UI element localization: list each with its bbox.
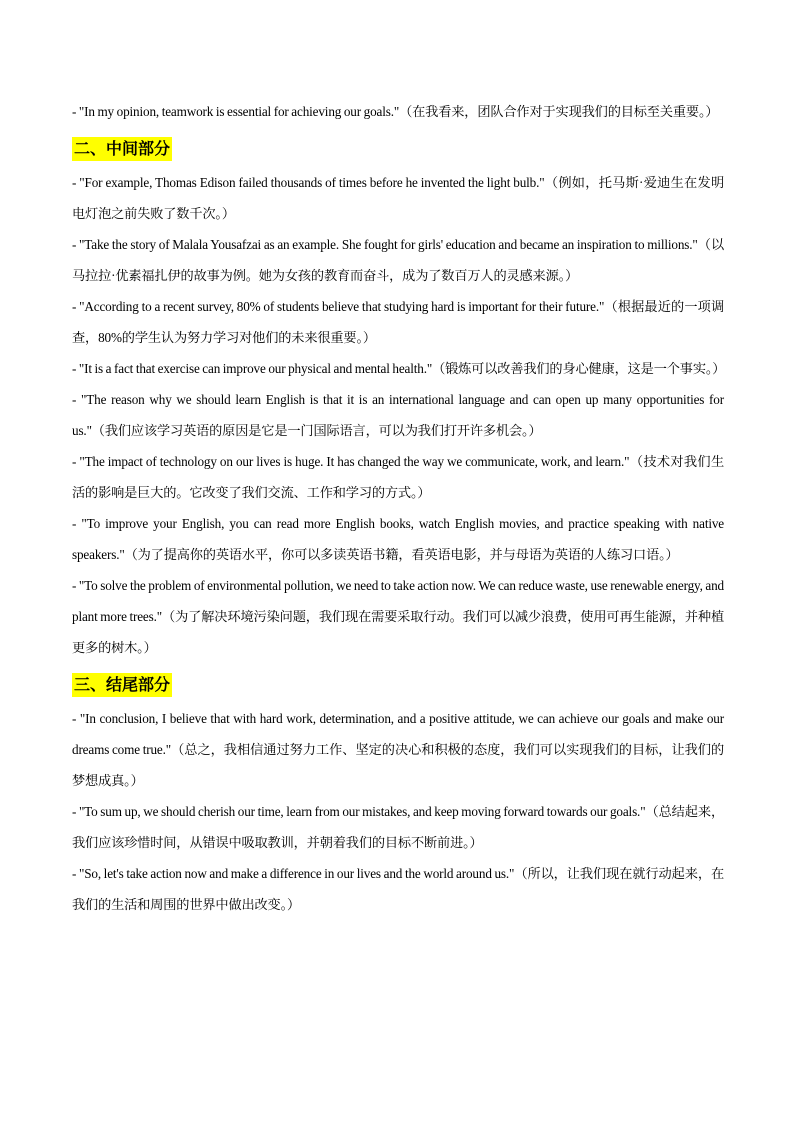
middle-item: - "According to a recent survey, 80% of students believe that studying hard is important for their future."（根据最近的一项调查，80%的学生认为努力学习对他们的未来很重要。） bbox=[72, 299, 724, 345]
middle-item: - "The impact of technology on our lives is huge. It has changed the way we communicate, work, and learn."（技术对我们生活的影响是巨大的。它改变了我们交流、工作和学习的方式。） bbox=[72, 454, 724, 500]
end-section-heading: 三、结尾部分 bbox=[72, 673, 172, 697]
document-page bbox=[72, 96, 724, 920]
middle-item: - "The reason why we should learn English is that it is an international language and can open up many opportunities for us."（我们应该学习英语的原因是它是一门国际语言，可以为我们打开许多机会。） bbox=[72, 392, 724, 438]
middle-item: - "It is a fact that exercise can improve our physical and mental health."（锻炼可以改善我们的身心健康，这是一个事实。） bbox=[72, 361, 726, 376]
middle-item: - "Take the story of Malala Yousafzai as an example. She fought for girls' education and became an inspiration to millions."（以马拉拉·优素福扎伊的故事为例。她为女孩的教育而奋斗，成为了数百万人的灵感来源。） bbox=[72, 237, 724, 283]
intro-paragraph: - "In my opinion, teamwork is essential for achieving our goals."（在我看来，团队合作对于实现我们的目标至关重要。） bbox=[72, 104, 719, 119]
middle-item: - "To solve the problem of environmental pollution, we need to take action now. We can reduce waste, use renewable energy, and plant more trees."（为了解决环境污染问题，我们现在需要采取行动。我们可以减少浪费，使用可再生能源，并种植更多的树木。） bbox=[72, 578, 724, 655]
middle-section-heading: 二、中间部分 bbox=[72, 137, 172, 161]
middle-item: - "For example, Thomas Edison failed thousands of times before he invented the light bulb."（例如，托马斯·爱迪生在发明电灯泡之前失败了数千次。） bbox=[72, 175, 724, 221]
end-item: - "To sum up, we should cherish our time, learn from our mistakes, and keep moving forward towards our goals."（总结起来，我们应该珍惜时间，从错误中吸取教训，并朝着我们的目标不断前进。） bbox=[72, 804, 724, 850]
end-section-heading-wrap bbox=[72, 663, 724, 703]
end-item: - "So, let's take action now and make a difference in our lives and the world around us."（所以，让我们现在就行动起来，在我们的生活和周围的世界中做出改变。） bbox=[72, 866, 724, 912]
end-item: - "In conclusion, I believe that with hard work, determination, and a positive attitude, we can achieve our goals and make our dreams come true."（总之，我相信通过努力工作、坚定的决心和积极的态度，我们可以实现我们的目标，让我们的梦想成真。） bbox=[72, 711, 724, 788]
middle-section-heading-wrap bbox=[72, 127, 724, 167]
middle-item: - "To improve your English, you can read more English books, watch English movies, and practice speaking with native speakers."（为了提高你的英语水平，你可以多读英语书籍，看英语电影，并与母语为英语的人练习口语。） bbox=[72, 516, 724, 562]
